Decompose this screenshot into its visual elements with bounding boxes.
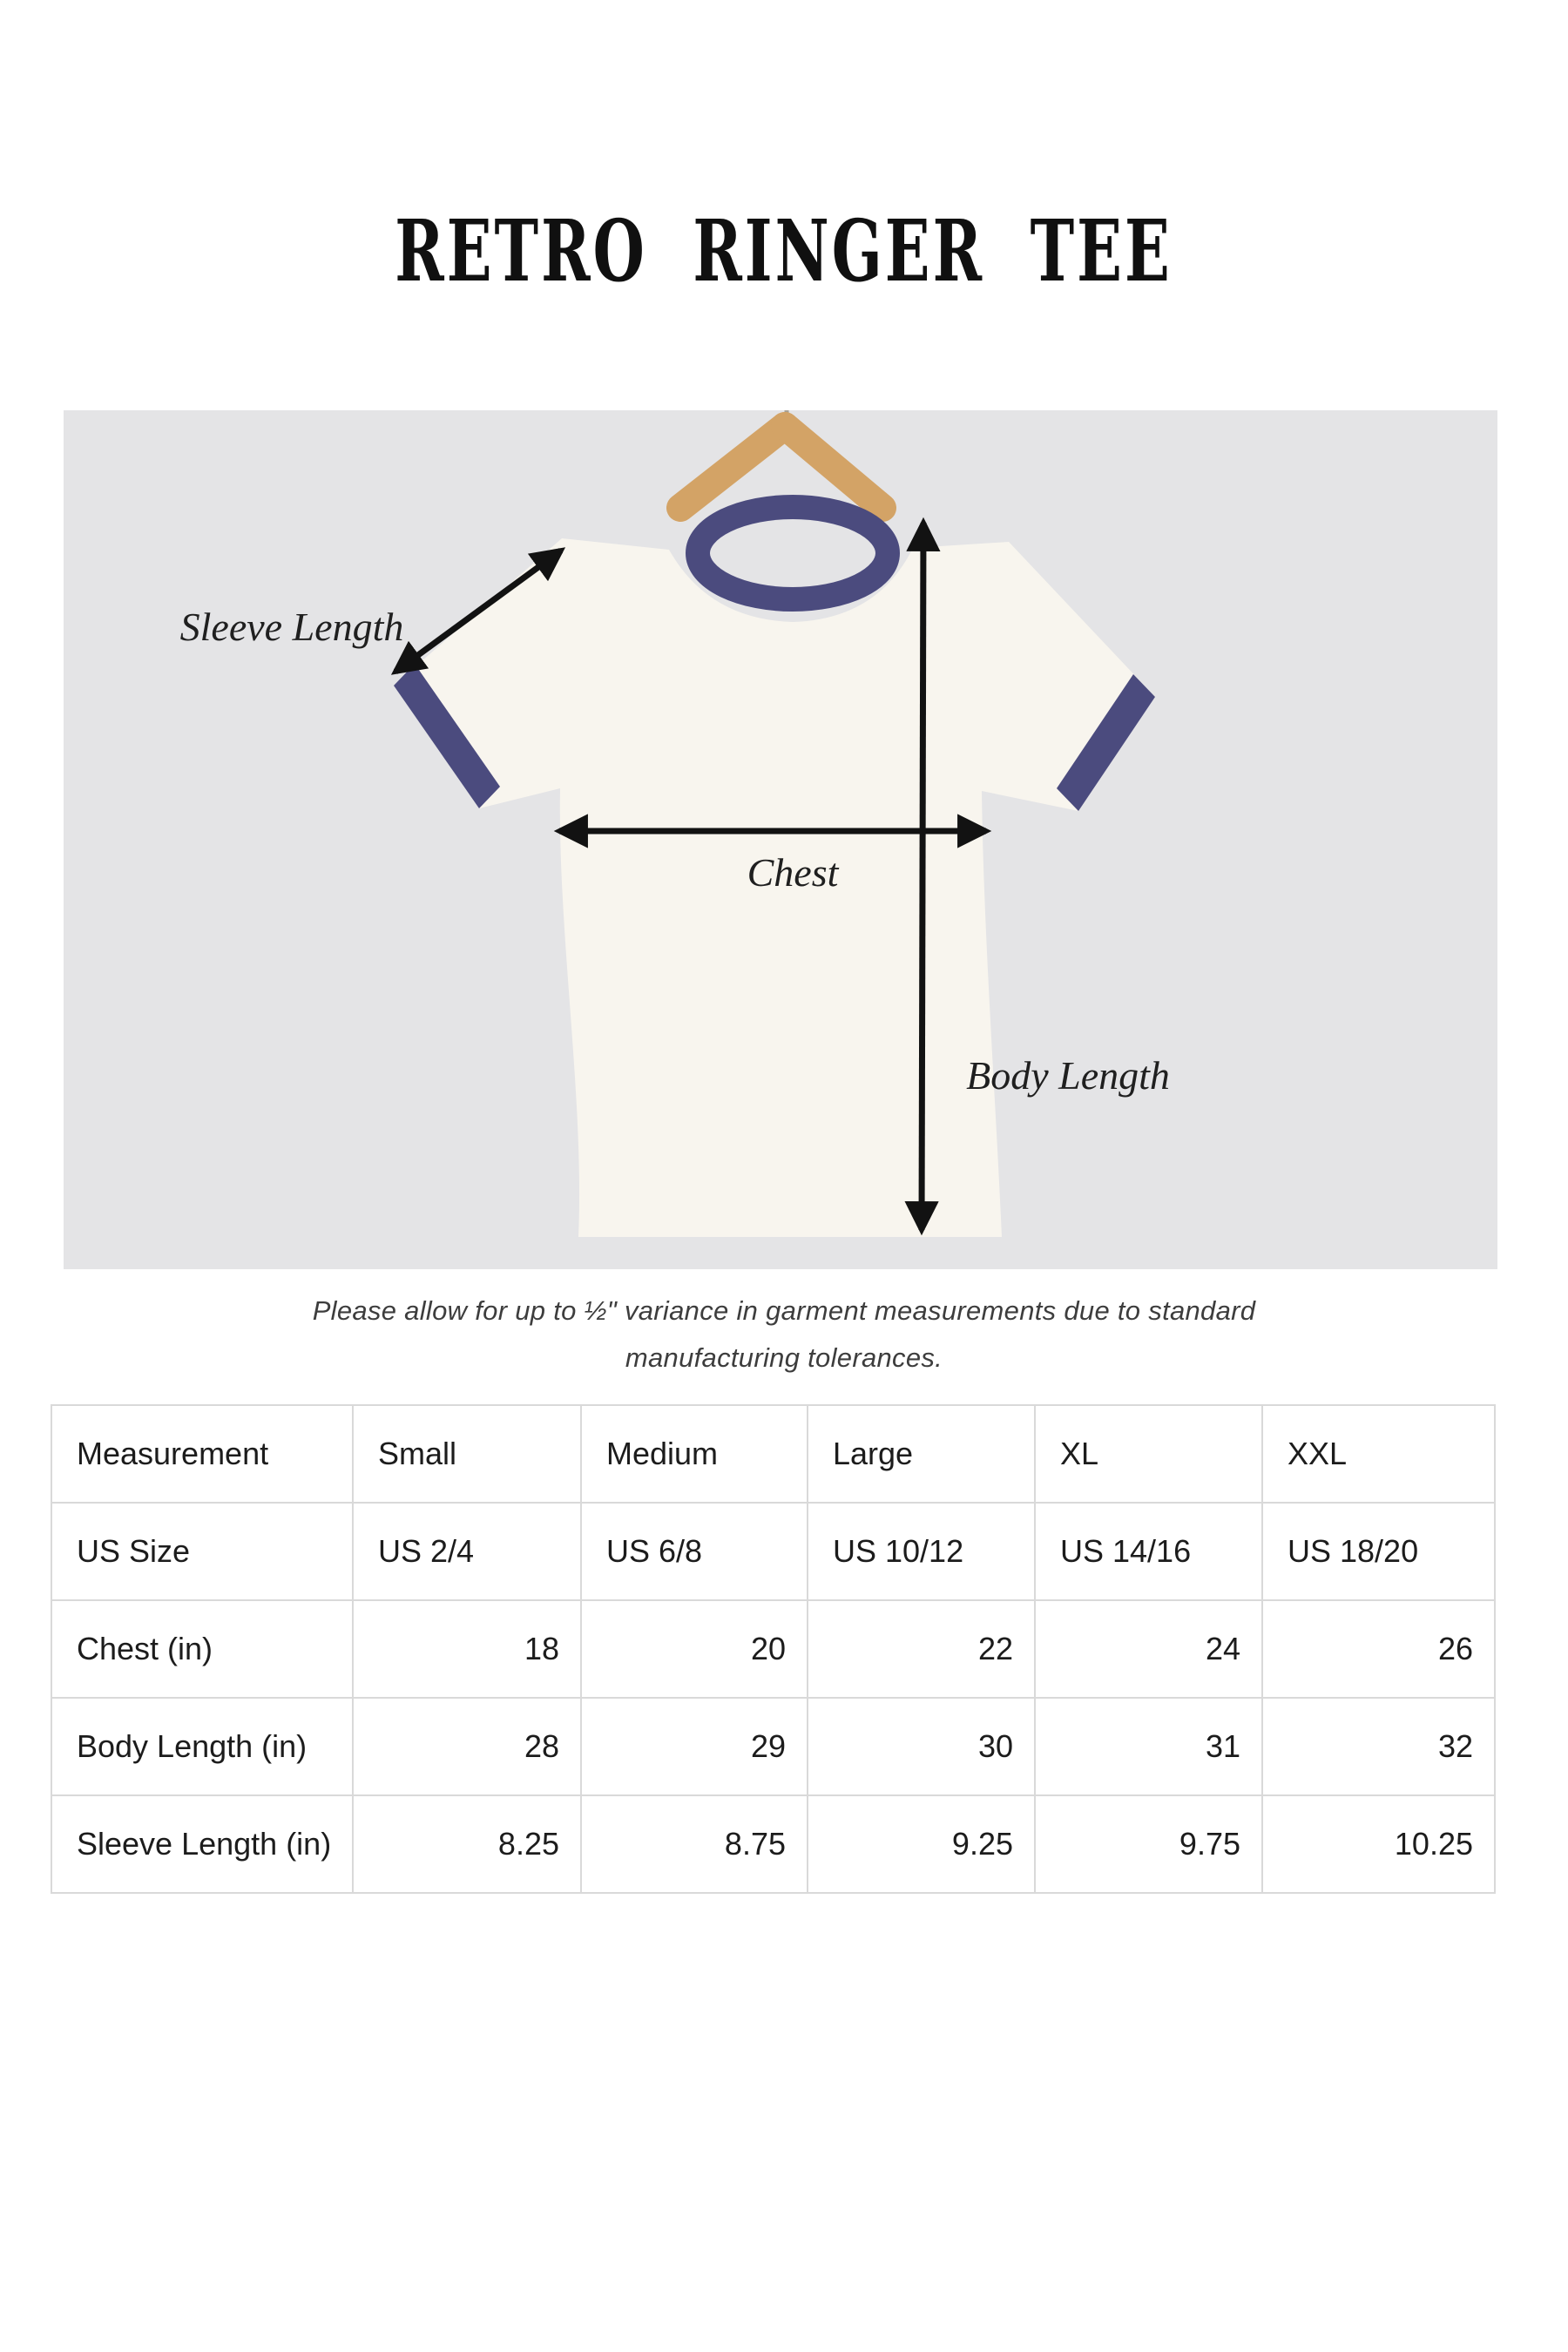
variance-disclaimer-line1: Please allow for up to ½" variance in garment measurements due to standard [312,1295,1256,1326]
sleeve-length-label: Sleeve Length [179,605,404,649]
table-cell: 8.75 [581,1795,808,1893]
table-cell: 22 [808,1600,1035,1698]
column-header-xl: XL [1035,1405,1262,1503]
table-row-chest [51,1600,1495,1698]
body-length-label: Body Length [966,1053,1170,1098]
table-cell: US 6/8 [581,1503,808,1600]
table-row-us-size [51,1503,1495,1600]
ringer-collar [698,507,888,599]
tshirt-measurement-diagram [64,410,1497,1269]
table-cell: 30 [808,1698,1035,1795]
table-cell: 9.75 [1035,1795,1262,1893]
table-row-sleeve-length [51,1795,1495,1893]
body-length-arrow [922,523,923,1230]
variance-disclaimer-line2: manufacturing tolerances. [625,1342,943,1373]
row-label: US Size [51,1503,353,1600]
table-cell: 10.25 [1262,1795,1495,1893]
table-cell: 26 [1262,1600,1495,1698]
table-cell: 20 [581,1600,808,1698]
table-cell: 24 [1035,1600,1262,1698]
hanger-left-arm [680,426,785,508]
column-header-measurement: Measurement [51,1405,353,1503]
table-header-row [51,1405,1495,1503]
table-cell: US 10/12 [808,1503,1035,1600]
column-header-xxl: XXL [1262,1405,1495,1503]
table-cell: 32 [1262,1698,1495,1795]
variance-disclaimer [0,1288,1568,1382]
row-label: Chest (in) [51,1600,353,1698]
table-cell: US 2/4 [353,1503,581,1600]
column-header-medium: Medium [581,1405,808,1503]
table-cell: 29 [581,1698,808,1795]
row-label: Body Length (in) [51,1698,353,1795]
column-header-small: Small [353,1405,581,1503]
page-title [0,201,1568,301]
table-cell: 28 [353,1698,581,1795]
table-cell: US 14/16 [1035,1503,1262,1600]
size-diagram-panel [64,410,1497,1269]
table-cell: 8.25 [353,1795,581,1893]
column-header-large: Large [808,1405,1035,1503]
table-cell: 31 [1035,1698,1262,1795]
table-cell: 18 [353,1600,581,1698]
row-label: Sleeve Length (in) [51,1795,353,1893]
table-cell: 9.25 [808,1795,1035,1893]
table-row-body-length [51,1698,1495,1795]
table-cell: US 18/20 [1262,1503,1495,1600]
chest-label: Chest [747,850,839,895]
size-chart-table [51,1404,1496,1894]
page-title-text: RETRO RINGER TEE [395,201,1173,301]
